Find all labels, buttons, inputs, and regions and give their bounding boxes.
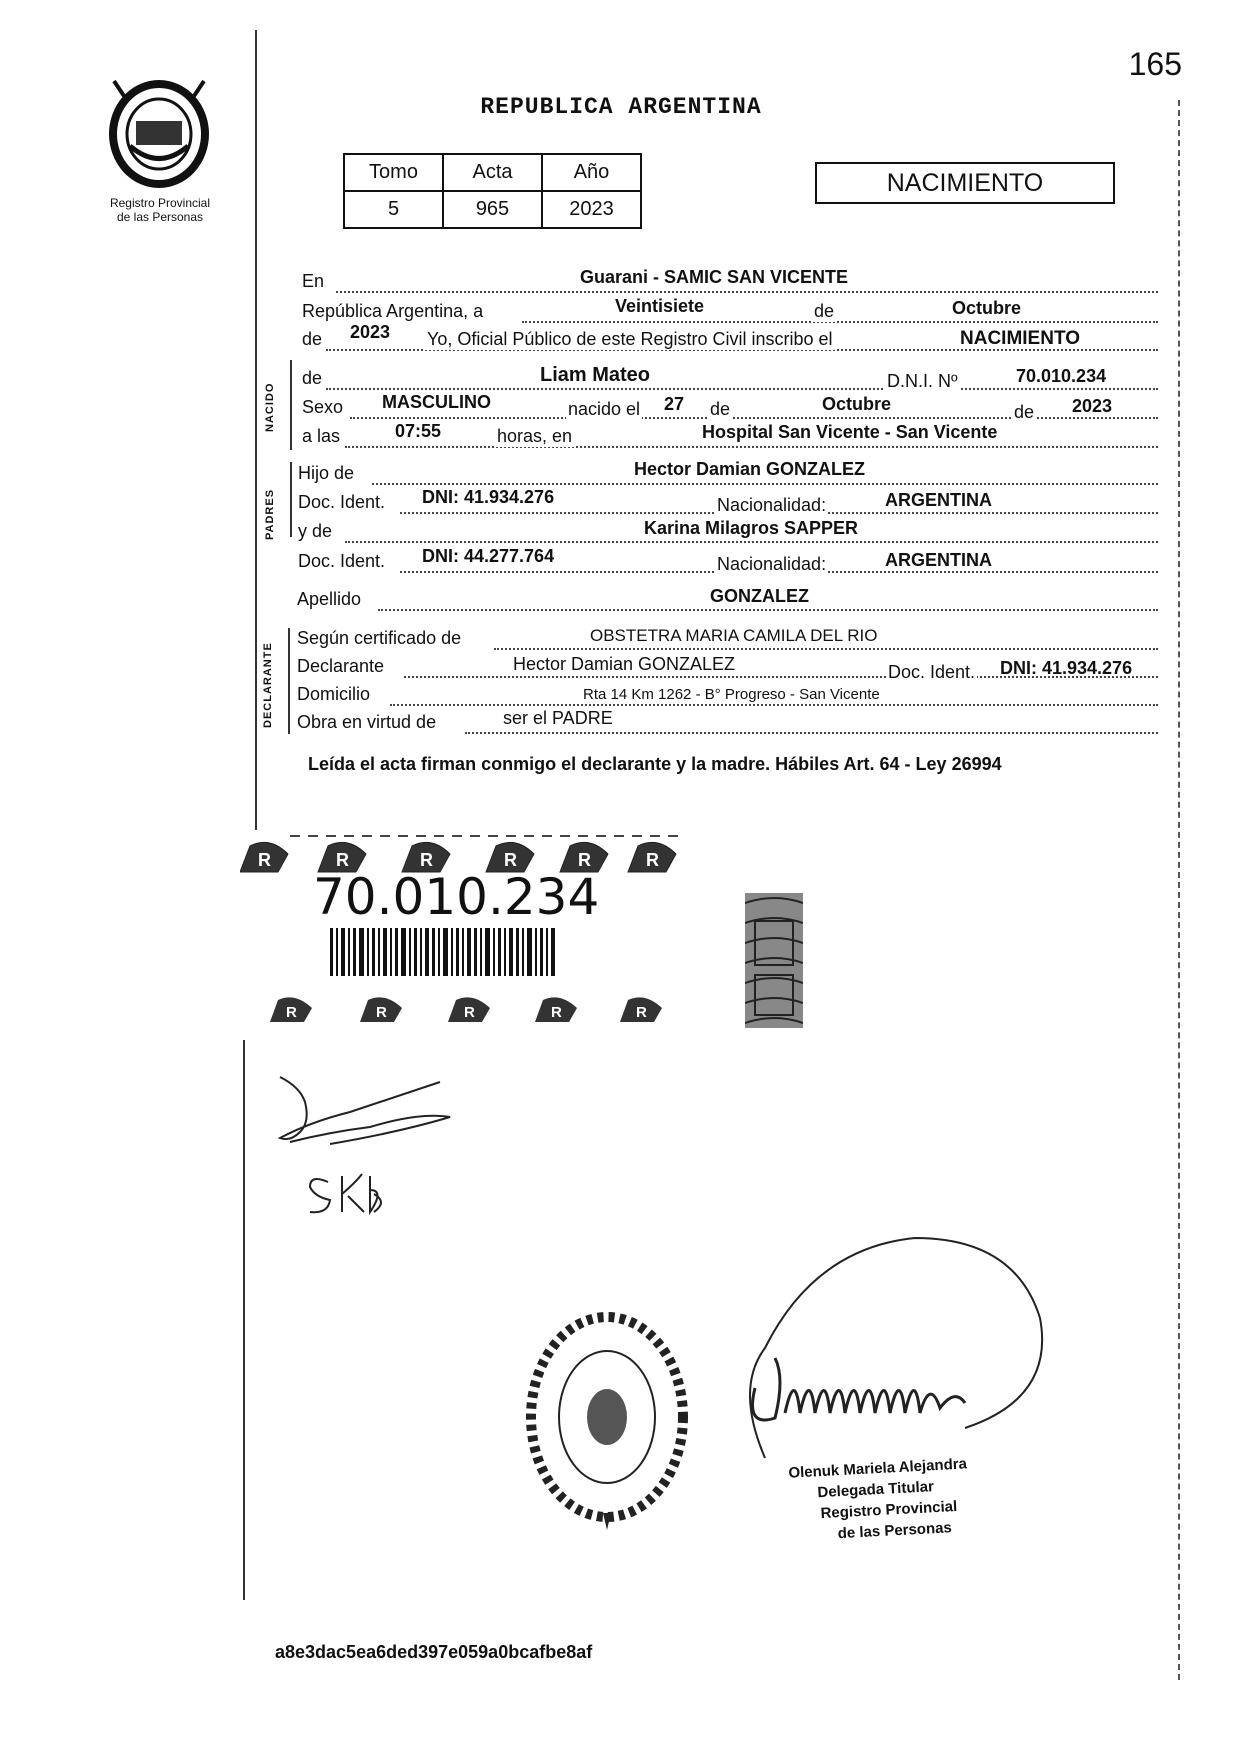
svg-text:R: R [464,1004,475,1021]
svg-text:R: R [376,1004,387,1021]
svg-text:R: R [286,1004,297,1021]
hijo-label: Hijo de [298,463,355,483]
svg-text:R: R [258,850,271,870]
de-anio-label: de [302,329,323,349]
apellido-value: GONZALEZ [710,586,809,606]
dotted-line [390,704,1158,706]
barcode [330,928,555,976]
de-label: de [814,301,835,321]
republica-label: República Argentina, a [302,301,484,321]
section-declarante-label: DECLARANTE [262,642,274,728]
acta-value-tomo: 5 [344,191,443,228]
section-bracket [290,360,292,450]
official-role: Delegada Titular [817,1478,935,1502]
dotted-line [326,388,1158,390]
security-label-r-logos-bottom [240,992,690,1028]
legal-text: Leída el acta firman conmigo el declarante y la madre. Hábiles Art. 64 - Ley 26994 [308,754,1002,774]
anio-value: 2023 [350,322,391,342]
document-type-box: NACIMIENTO [815,162,1115,204]
svg-text:R: R [551,1004,562,1021]
yde-label: y de [298,521,333,541]
en-label: En [302,271,325,291]
nac-de-label2: de [1014,402,1035,422]
document-hash: a8e3dac5ea6ded397e059a0bcafbe8af [275,1642,593,1662]
domicilio-value: Rta 14 Km 1262 - B° Progreso - San Vicente [583,686,880,703]
logo-caption-line1: Registro Provincial [109,196,211,210]
svg-text:R: R [504,850,517,870]
hora-value: 07:55 [395,421,442,441]
inscribo-label: Yo, Oficial Público de este Registro Civil inscribo el [427,329,833,349]
acta-header-acta: Acta [443,154,542,191]
official-signature-caption [788,1453,971,1546]
lugar-value: Guarani - SAMIC SAN VICENTE [580,267,849,287]
domicilio-label: Domicilio [297,684,371,704]
official-signature [715,1228,1095,1468]
nac-anio-value: 2023 [1072,396,1113,416]
alas-label: a las [302,426,341,446]
obra-value: ser el PADRE [503,708,613,728]
padre-nacionalidad-label: Nacionalidad: [717,495,827,515]
dotted-line [345,541,1158,543]
dotted-line [345,446,1158,448]
acta-value-anio: 2023 [542,191,641,228]
madre-nacionalidad-label: Nacionalidad: [717,554,827,574]
section-bracket [288,628,290,734]
certificado-value: OBSTETRA MARIA CAMILA DEL RIO [590,626,878,645]
left-margin-line [255,30,257,830]
padre-doc-value: DNI: 41.934.276 [422,487,555,507]
logo-caption-line2: de las Personas [116,210,204,224]
section-bracket [290,462,292,537]
madre-doc-value: DNI: 44.277.764 [422,546,555,566]
right-margin-marks [1178,100,1180,1680]
madre-value: Karina Milagros SAPPER [644,518,859,538]
dotted-line [372,483,1158,485]
svg-text:R: R [636,1004,647,1021]
dotted-line [336,291,1158,293]
official-round-stamp [525,1305,690,1535]
madre-nacionalidad-value: ARGENTINA [885,550,992,570]
label-dni-number: 70.010.234 [313,868,600,926]
official-name: Olenuk Mariela Alejandra [788,1455,968,1482]
svg-text:R: R [646,850,659,870]
horas-label: horas, en [497,426,573,446]
dni-value: 70.010.234 [1016,366,1107,386]
nac-mes-value: Octubre [822,394,892,414]
dotted-line [494,648,1158,650]
nombre-value: Liam Mateo [540,364,651,386]
decl-doc-value: DNI: 41.934.276 [1000,658,1133,678]
nacido-label: nacido el [568,399,641,419]
sexo-label: Sexo [302,397,344,417]
nac-dia-value: 27 [664,394,685,414]
declarant-signature [270,1072,470,1222]
dotted-line [350,417,1158,419]
lugar-nacimiento-value: Hospital San Vicente - San Vicente [702,422,998,442]
nombre-label: de [302,368,323,388]
official-office: Registro Provincial [820,1497,958,1523]
left-margin-line-lower [243,1040,245,1600]
acta-table [343,153,642,229]
acta-header-tomo: Tomo [344,154,443,191]
apellido-label: Apellido [297,589,362,609]
dotted-line [378,609,1158,611]
sexo-value: MASCULINO [382,392,491,412]
svg-text:R: R [336,850,349,870]
page-number: 165 [1128,46,1182,82]
acta-value-acta: 965 [443,191,542,228]
svg-text:R: R [578,850,591,870]
mes-value: Octubre [952,298,1022,318]
section-padres-label: PADRES [264,488,276,540]
padre-nacionalidad-value: ARGENTINA [885,490,992,510]
section-nacido-label: NACIDO [264,382,276,432]
padre-doc-label: Doc. Ident. [298,492,386,512]
acta-header-anio: Año [542,154,641,191]
decl-doc-label: Doc. Ident. [888,662,976,682]
hologram-sticker [745,893,803,1028]
nac-de-label: de [710,399,731,419]
svg-text:R: R [420,850,433,870]
official-office-2: de las Personas [837,1519,953,1543]
tipo-value: NACIMIENTO [960,328,1080,349]
declarante-value: Hector Damian GONZALEZ [513,654,736,674]
certificado-label: Según certificado de [297,628,462,648]
declarante-label: Declarante [297,656,385,676]
padre-value: Hector Damian GONZALEZ [634,459,866,479]
logo-caption [90,196,230,224]
dotted-line [465,732,1158,734]
dia-value: Veintisiete [615,296,705,316]
obra-label: Obra en virtud de [297,712,437,732]
madre-doc-label: Doc. Ident. [298,551,386,571]
dotted-line [522,321,1158,323]
dni-label: D.N.I. Nº [887,371,958,391]
document-title: REPUBLICA ARGENTINA [480,94,762,120]
